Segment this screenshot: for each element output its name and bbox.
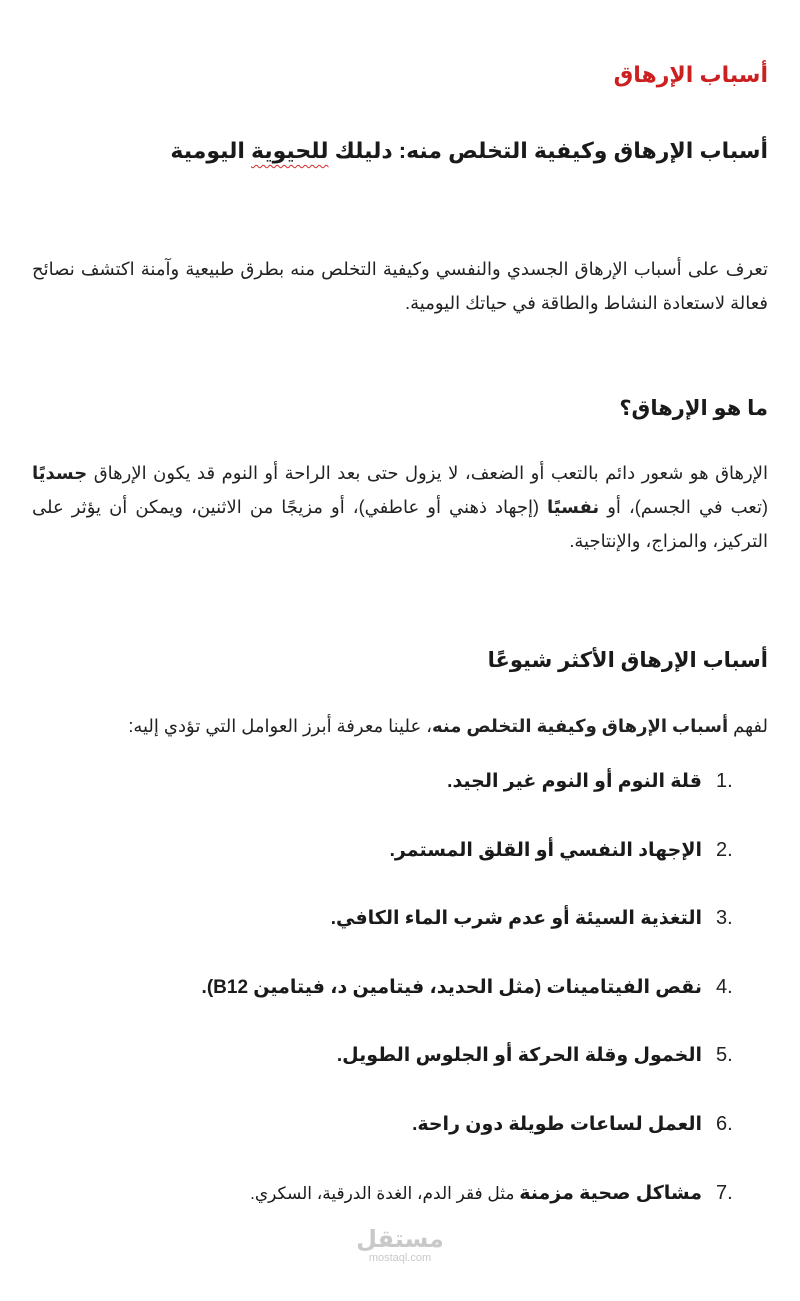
list-item bbox=[68, 1044, 768, 1113]
list-item-number: 6. bbox=[716, 1112, 733, 1135]
list-item-text: قلة النوم أو النوم غير الجيد. bbox=[447, 771, 702, 792]
watermark-url: mostaql.com bbox=[368, 1252, 432, 1264]
causes-lead-bold: أسباب الإرهاق وكيفية التخلص منه bbox=[432, 716, 729, 736]
what-is-text-3: (إجهاد ذهني أو عاطفي)، أو مزيجًا من الاثنين، ويمكن أن يؤثر على التركيز، والمزاج، والإنتاجية. bbox=[32, 497, 768, 551]
list-item bbox=[68, 1113, 768, 1182]
title-part-1: أسباب الإرهاق وكيفية التخلص منه: دليلك bbox=[328, 138, 768, 163]
list-item-text: الخمول وقلة الحركة أو الجلوس الطويل. bbox=[336, 1045, 702, 1067]
causes-lead-post: ، علينا معرفة أبرز العوامل التي تؤدي إليه: bbox=[128, 716, 432, 736]
list-item-number: 5. bbox=[716, 1044, 733, 1067]
list-item-text: العمل لساعات طويلة دون راحة. bbox=[412, 1113, 702, 1135]
mostaql-watermark bbox=[350, 1228, 450, 1264]
list-item-number: 2. bbox=[716, 838, 733, 861]
causes-lead bbox=[128, 716, 768, 737]
document-label: أسباب الإرهاق bbox=[613, 62, 768, 87]
causes-list bbox=[68, 770, 768, 1253]
what-is-text-1: الإرهاق هو شعور دائم بالتعب أو الضعف، لا يزول حتى بعد الراحة أو النوم قد يكون الإرهاق bbox=[87, 463, 768, 483]
title-underlined-word: للحيوية bbox=[251, 138, 329, 163]
intro-paragraph: تعرف على أسباب الإرهاق الجسدي والنفسي وكيفية التخلص منه بطرق طبيعية وآمنة اكتشف نصائح فعالة لاستعادة النشاط والطاقة في حياتك اليومية. bbox=[32, 259, 768, 313]
list-item-text: مشاكل صحية مزمنة bbox=[519, 1182, 702, 1204]
list-item-number: 1. bbox=[716, 770, 733, 792]
causes-lead-pre: لفهم bbox=[728, 716, 768, 736]
page-title bbox=[170, 138, 768, 164]
list-item bbox=[68, 839, 768, 908]
list-item bbox=[68, 907, 768, 976]
list-item-number: 3. bbox=[716, 907, 733, 930]
list-item-number: 7. bbox=[716, 1181, 733, 1204]
title-part-2: اليومية bbox=[170, 138, 252, 163]
what-is-paragraph bbox=[32, 456, 768, 558]
list-item-text: التغذية السيئة أو عدم شرب الماء الكافي. bbox=[330, 908, 702, 930]
list-item-content bbox=[250, 1182, 702, 1205]
list-item-number: 4. bbox=[716, 975, 733, 998]
list-item-text: الإجهاد النفسي أو القلق المستمر. bbox=[389, 839, 702, 861]
what-is-text-2: (تعب في الجسم)، أو bbox=[599, 497, 768, 517]
list-item bbox=[68, 770, 768, 839]
list-item-rest: مثل فقر الدم، الغدة الدرقية، السكري. bbox=[250, 1183, 520, 1203]
list-item-text: نقص الفيتامينات (مثل الحديد، فيتامين د، فيتامين B12). bbox=[201, 976, 702, 998]
what-is-bold-mental: نفسيًا bbox=[547, 497, 600, 517]
watermark-logo: مستقل bbox=[356, 1226, 444, 1253]
what-is-heading: ما هو الإرهاق؟ bbox=[619, 397, 768, 420]
what-is-bold-physical: جسديًا bbox=[32, 463, 88, 483]
list-item bbox=[68, 976, 768, 1045]
common-causes-heading: أسباب الإرهاق الأكثر شيوعًا bbox=[487, 649, 768, 672]
